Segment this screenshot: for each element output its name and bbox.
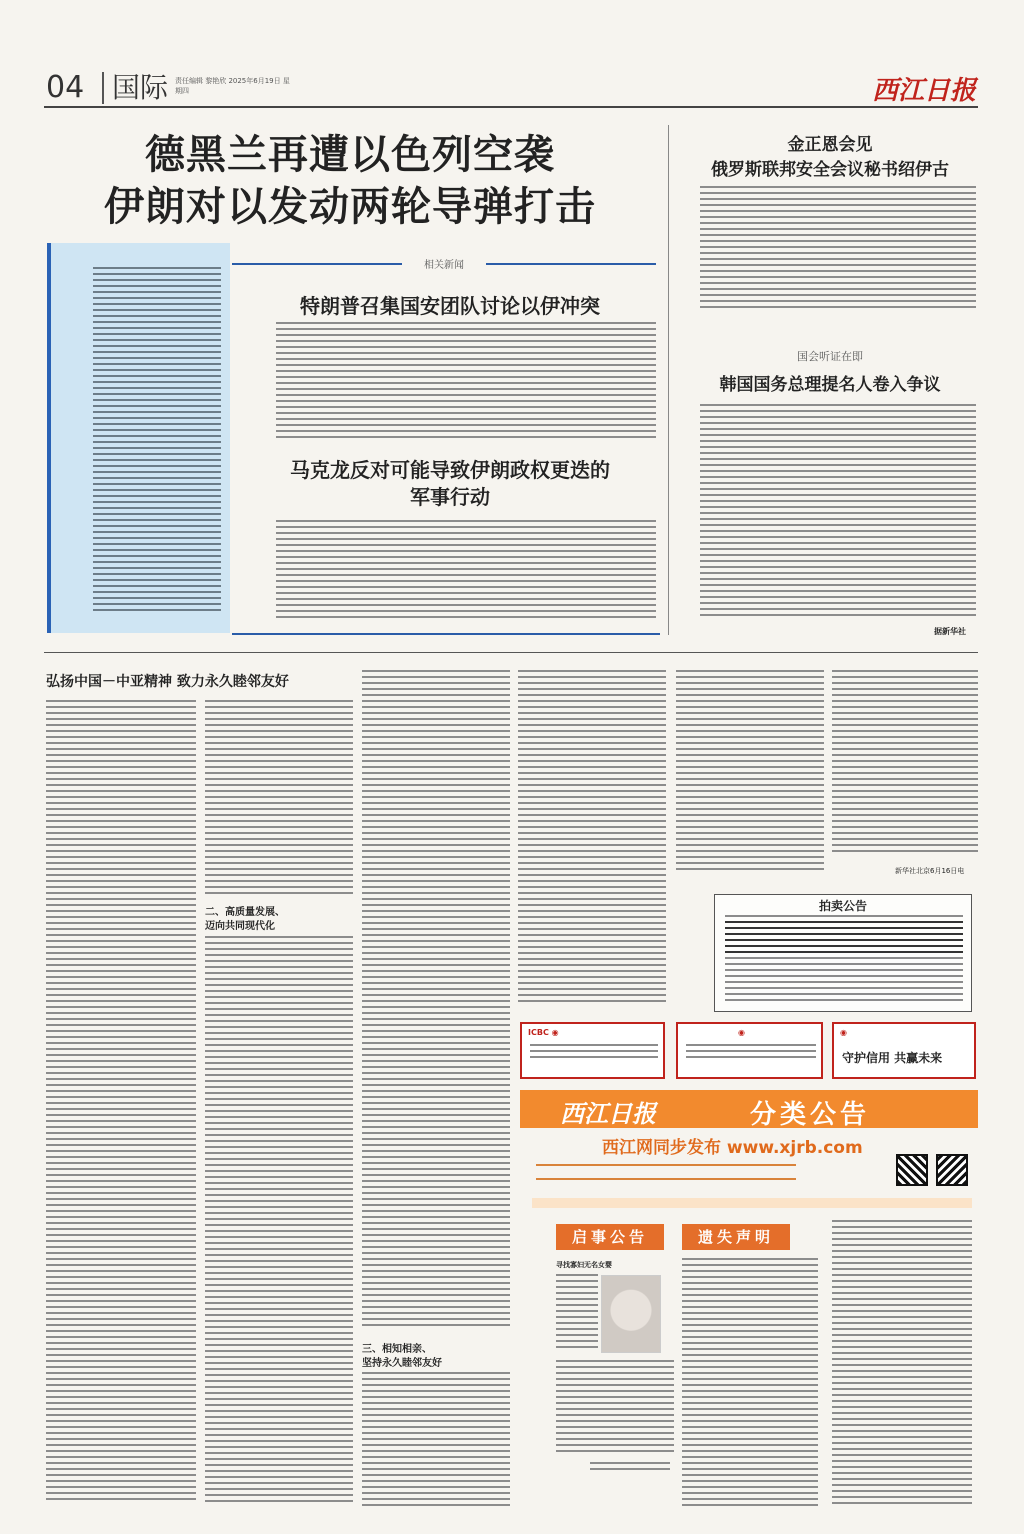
trump-story-title: 特朗普召集国安团队讨论以伊冲突 <box>300 294 600 318</box>
header-rule <box>44 106 978 108</box>
notice-text-a <box>556 1274 598 1354</box>
lead-headline-line2: 伊朗对以发动两轮导弹打击 <box>104 183 596 230</box>
classified-title: 分类公告 <box>750 1100 871 1130</box>
trump-story-text <box>276 322 656 440</box>
notice-text-b <box>556 1360 674 1460</box>
lead-story-text <box>93 267 221 623</box>
feature-text-col3b <box>362 1372 510 1510</box>
feature-text-col3a <box>362 670 510 1332</box>
kim-story-text <box>700 186 976 314</box>
editor-info: 责任编辑 黎艳欣 2025年6月19日 星期四 <box>175 77 290 95</box>
notice-signature <box>590 1462 670 1474</box>
notice-heading: 寻找寡妇无名女婴 <box>556 1261 612 1269</box>
bank-ad <box>520 1022 665 1079</box>
lost-statement-tag: 遗失声明 <box>682 1224 790 1250</box>
qr-code-icon-2 <box>936 1154 968 1186</box>
credit-ad-slogan: 守护信用 共赢未来 <box>842 1051 943 1065</box>
feature-subhead-2-line2: 迈向共同现代化 <box>205 921 275 932</box>
feature-text-col2b <box>205 936 353 1510</box>
classified-logo: 西江日报 <box>560 1099 656 1128</box>
masthead-logo: 西江日报 <box>871 76 976 106</box>
lead-headline-line1: 德黑兰再遭以色列空袭 <box>145 131 555 178</box>
feature-subhead-3-line1: 三、相知相亲、 <box>362 1344 432 1355</box>
bank-logo-icon-3: ◉ <box>840 1028 847 1037</box>
bank-logo-icon: ICBC ◉ <box>528 1028 559 1037</box>
bank-ad-2 <box>676 1022 823 1079</box>
classified-info-strip <box>532 1198 972 1208</box>
feature-text-col6 <box>832 670 978 860</box>
fold-rule <box>44 652 978 653</box>
credit-ad <box>832 1022 976 1079</box>
feature-subhead-2-line1: 二、高质量发展、 <box>205 907 285 918</box>
classified-contact-1 <box>536 1164 796 1172</box>
feature-text-col1 <box>46 700 196 1510</box>
auction-title: 拍卖公告 <box>818 899 867 913</box>
auction-notice <box>714 894 972 1012</box>
lost-statements-col1 <box>682 1258 818 1510</box>
feature-text-col4 <box>518 670 666 1010</box>
page-number: 04 <box>46 70 85 105</box>
macron-story-title-line1: 马克龙反对可能导致伊朗政权更迭的 <box>290 458 610 482</box>
kim-story-title-line2: 俄罗斯联邦安全会议秘书绍伊古 <box>711 160 949 180</box>
notice-tag: 启事公告 <box>556 1224 664 1250</box>
feature-title: 弘扬中国－中亚精神 致力永久睦邻友好 <box>46 674 289 690</box>
korea-story-title: 韩国国务总理提名人卷入争议 <box>719 375 941 395</box>
feature-credit: 新华社北京6月16日电 <box>895 867 965 875</box>
kim-story-title-line1: 金正恩会见 <box>787 135 873 155</box>
related-news-label: 相关新闻 <box>232 256 656 270</box>
korea-story-kicker: 国会听证在即 <box>797 350 863 363</box>
lost-statements-col2 <box>832 1220 972 1510</box>
feature-text-col5 <box>676 670 824 876</box>
lead-story-box <box>47 243 230 633</box>
feature-subhead-3-line2: 坚持永久睦邻友好 <box>362 1358 442 1369</box>
related-bottom-rule <box>232 633 660 635</box>
macron-story-text <box>276 520 656 622</box>
macron-story-title-line2: 军事行动 <box>410 485 490 509</box>
infant-photo <box>601 1275 661 1353</box>
korea-story-text <box>700 404 976 622</box>
section-name: 国际 <box>102 72 168 104</box>
classified-website: 西江网同步发布 www.xjrb.com <box>602 1138 863 1158</box>
related-credit: 据新华社 <box>934 627 966 636</box>
auction-text <box>725 915 963 1005</box>
feature-text-col2a <box>205 700 353 896</box>
qr-code-icon <box>896 1154 928 1186</box>
bank-logo-icon-2: ◉ <box>738 1028 745 1037</box>
column-divider <box>668 125 669 635</box>
classified-contact-2 <box>536 1178 796 1186</box>
